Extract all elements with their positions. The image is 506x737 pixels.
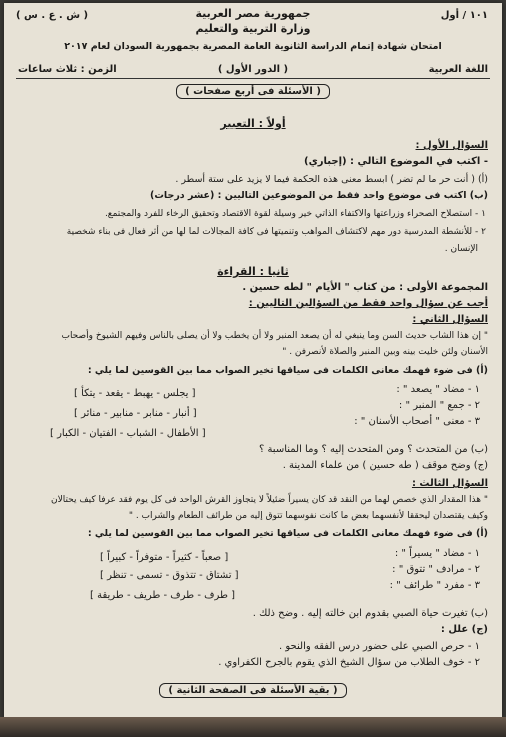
question-2-part-c: (ج) وضح موقف ( طه حسين ) من علماء المدينة . xyxy=(282,460,488,471)
photo-bottom-edge xyxy=(0,717,506,737)
question-2-title: السؤال الثاني : xyxy=(412,314,488,325)
question-2-item-1-options: [ يجلس - يهبط - يقعد - يتكأ ] xyxy=(74,388,196,399)
question-2-item-2-options: [ أنبار - منابر - منابير - منائر ] xyxy=(74,408,197,419)
question-2-item-2: ٢ - جمع " المنبر " : xyxy=(398,400,480,411)
question-2-passage-line-1: " إن هذا الشاب حديث السن وما ينبغي له أن يصعد المنبر ولا أن يخطب ولا أن يصلى بالناس وفيهم الشيوخ وأصحاب xyxy=(61,331,488,341)
question-2-item-3-options: [ الأطفال - الشباب - الفتيان - الكبار ] xyxy=(50,428,206,439)
question-3-title: السؤال الثالث : xyxy=(411,478,488,489)
exam-title: امتحان شهادة إتمام الدراسة الثانوية العامة المصرية بجمهورية السودان لعام ٢٠١٧ xyxy=(64,41,442,52)
question-2-passage-line-2: الأسنان ولئن خليت بينه وبين المنبر والصلاة لأنصرفن . " xyxy=(282,347,488,357)
question-1-part-b: (ب) اكتب فى موضوع واحد فقط من الموضوعين التاليين : (عشر درجات) xyxy=(150,190,488,201)
question-3-item-3: ٣ - مفرد " طرائف " : xyxy=(389,580,480,591)
question-2-part-b: (ب) من المتحدث ؟ ومن المتحدث إليه ؟ وما المناسبة ؟ xyxy=(258,444,488,455)
footer-note: ( بقية الأسئلة فى الصفحة الثانية ) xyxy=(159,683,346,698)
question-3-passage-line-2: وكيف يقتصدان ليحققا لأنفسهما بعض ما كانت نفوسهما تتوق إليه من طرائف الطعام والشراب . " xyxy=(128,511,488,521)
time-label: الزمن : ثلاث ساعات xyxy=(18,64,117,75)
subject-label: اللغة العربية xyxy=(428,64,488,75)
question-2-part-a: (أ) فى ضوء فهمك معانى الكلمات فى سياقها تخير الصواب مما بين القوسين لما يلي : xyxy=(87,365,488,376)
exam-sheet xyxy=(4,3,502,721)
question-3-item-3-options: [ طرف - طرف - طريف - طريقة ] xyxy=(90,590,236,601)
session-label: ( الدور الأول ) xyxy=(217,64,289,75)
question-1-topic-1: ١ - استصلاح الصحراء وزراعتها والاكتفاء الذاتي خير وسيلة لقوة الاقتصاد وتحقيق الرخاء للفرد والمجتمع. xyxy=(104,209,486,219)
pages-note: ( الأسئلة فى أربع صفحات ) xyxy=(176,84,330,99)
question-1-topic-2: ٢ - للأنشطة المدرسية دور مهم لاكتشاف المواهب وتنميتها فى كافة المجالات لما لها من أثر فعال فى بناء شخصية xyxy=(66,227,486,237)
group-1-title: المجموعة الأولى : من كتاب " الأيام " لطه حسين . xyxy=(242,282,488,293)
section-heading-reading: ثانيا : القراءة xyxy=(217,265,289,278)
question-3-item-2: ٢ - مرادف " تتوق " : xyxy=(392,564,480,575)
ministry-title: وزارة التربية والتعليم xyxy=(195,22,311,35)
question-2-item-1: ١ - مضاد " يصعد " : xyxy=(396,384,480,395)
question-1-instruction: - اكتب في الموضوع التالي : (إجباري) xyxy=(304,156,488,167)
exam-code-right: ١٠١ / أول xyxy=(440,10,488,21)
question-3-part-c: (ج) علل : xyxy=(440,624,488,635)
exam-code-left: ( ش . ع . س ) xyxy=(16,10,89,21)
group-1-instruction: أجب عن سؤال واحد فقط من السؤالين التاليين : xyxy=(248,298,488,309)
question-1-part-a: (أ) ( أنت حر ما لم تضر ) ابسط معنى هذه الحكمة فيما لا يزيد على ستة أسطر . xyxy=(175,174,488,185)
country-title: جمهورية مصر العربية xyxy=(195,7,311,20)
question-3-item-2-options: [ تشتاق - تتذوق - تسمى - تنظر ] xyxy=(100,570,239,581)
question-3-reason-2: ٢ - خوف الطلاب من سؤال الشيخ الذي يقوم بالجرح الكفراوي . xyxy=(218,657,480,668)
question-3-item-1: ١ - مضاد " يسيراً " : xyxy=(394,548,480,559)
question-3-reason-1: ١ - حرص الصبي على حضور درس الفقه والنحو . xyxy=(279,641,480,652)
question-3-passage-line-1: " هذا المقدار الذي خصص لهما من النقد قد كان يسيراً ضئيلاً لا يتجاوز القرش الواحد فى كل يوم فقد عرفا كيف يحتالان xyxy=(50,495,488,505)
question-3-part-a: (أ) فى ضوء فهمك معانى الكلمات فى سياقها تخير الصواب مما بين القوسين لما يلي : xyxy=(87,528,488,539)
question-2-item-3: ٣ - معنى " أصحاب الأسنان " : xyxy=(354,416,480,427)
pages-note-wrap xyxy=(4,84,502,99)
question-1-title: السؤال الأول : xyxy=(415,140,488,151)
question-3-item-1-options: [ صعباً - كثيراً - متوفراً - كبيراً ] xyxy=(100,552,229,563)
header-divider xyxy=(16,78,490,79)
footer-note-wrap xyxy=(4,683,502,698)
question-3-part-b: (ب) تغيرت حياة الصبي بقدوم ابن خالته إليه . وضح ذلك . xyxy=(252,608,488,619)
section-heading-expression: أولاً : التعبير xyxy=(220,117,286,130)
question-1-topic-2-continued: الإنسان . xyxy=(444,244,478,254)
